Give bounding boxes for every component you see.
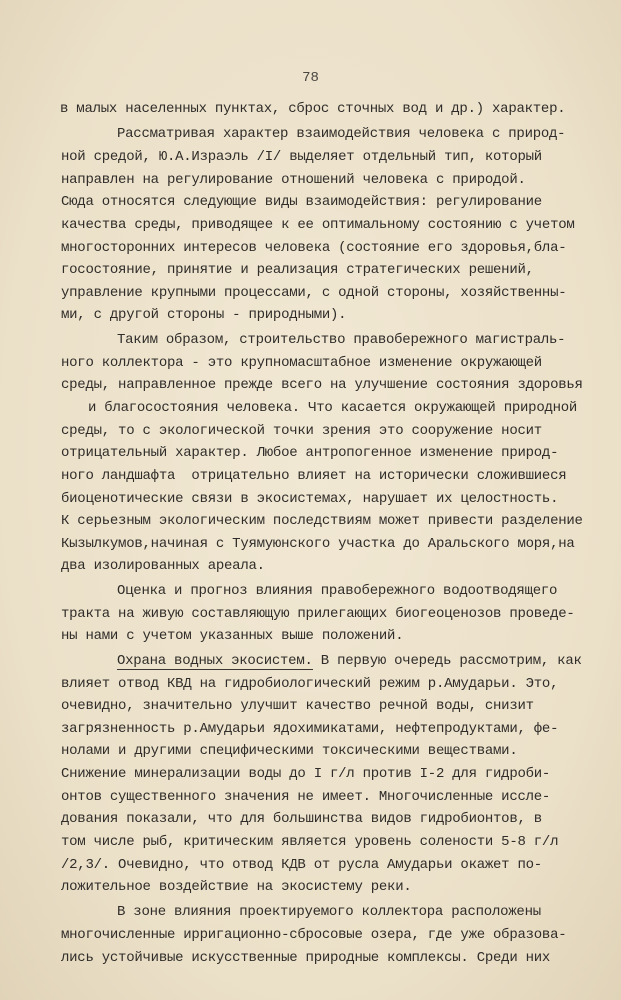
- text-line: Сюда относятся следующие виды взаимодействия: регулирование: [61, 194, 542, 210]
- text-line: ны нами с учетом указанных выше положений.: [61, 628, 404, 644]
- text-line: Снижение минерализации воды до I г/л против I-2 для гидроби-: [61, 766, 551, 782]
- text-line: /2,3/. Очевидно, что отвод КДВ от русла Амударьи окажет по-: [61, 857, 542, 873]
- text-line: Таким образом, строительство правобережного магистраль-: [117, 332, 566, 348]
- text-line: направлен на регулирование отношений человека с природой.: [61, 172, 526, 188]
- text-line: госостояние, принятие и реализация стратегических решений,: [61, 262, 534, 278]
- text-line: К серьезным экологическим последствиям может привести разделение: [61, 513, 583, 529]
- text-line: лись устойчивые искусственные природные комплексы. Среди них: [61, 950, 551, 966]
- text-line: Оценка и прогноз влияния правобережного водоотводящего: [117, 583, 558, 599]
- text-line: управление крупными процессами, с одной стороны, хозяйственны-: [61, 285, 567, 301]
- text-line: [117, 652, 582, 670]
- text-line: Рассматривая характер взаимодействия человека с природ-: [117, 126, 566, 142]
- text-line: В зоне влияния проектируемого коллектора расположены: [117, 904, 541, 920]
- text-line: ложительное воздействие на экосистему реки.: [61, 879, 412, 895]
- text-line: ного ландшафта отрицательно влияет на исторически сложившиеся: [61, 468, 567, 484]
- text-line: в малых населенных пунктах, сброс сточных вод и др.) характер.: [60, 101, 566, 117]
- text-line: дования показали, что для большинства видов гидробионтов, в: [61, 811, 542, 827]
- text-line: ми, с другой стороны - природными).: [61, 307, 347, 323]
- text-line: многосторонних интересов человека (состояние его здоровья,бла-: [61, 240, 567, 256]
- section-heading: Охрана водных экосистем.: [117, 653, 313, 669]
- text-line: очевидно, значительно улучшит качество речной воды, снизит: [61, 698, 534, 714]
- text-line: ного коллектора - это крупномасштабное изменение окружающей: [61, 355, 542, 371]
- text-line: среды, то с экологической точки зрения это сооружение носит: [61, 423, 542, 439]
- text-line: ной средой, Ю.А.Израэль /I/ выделяет отдельный тип, который: [61, 149, 542, 165]
- text-line: онтов существенного значения не имеет. Многочисленные иссле-: [61, 789, 551, 805]
- text-line: среды, направленное прежде всего на улучшение состояния здоровья: [61, 377, 583, 393]
- text-line: Кызылкумов,начиная с Туямуюнского участка до Аральского моря,на: [61, 536, 575, 552]
- text-line: загрязненность р.Амударьи ядохимикатами, нефтепродуктами, фе-: [61, 721, 559, 737]
- page-number: 78: [302, 70, 319, 86]
- text-fragment: В первую очередь рассмотрим, как: [312, 653, 582, 669]
- text-line: два изолированных ареала.: [61, 558, 265, 574]
- text-line: биоценотические связи в экосистемах, нарушает их целостность.: [61, 491, 559, 507]
- text-line: том числе рыб, критическим является уровень солености 5-8 г/л: [61, 834, 559, 850]
- text-line: нолами и другими специфическими токсическими веществами.: [61, 743, 518, 759]
- text-line: качества среды, приводящее к ее оптимальному состоянию с учетом: [61, 217, 575, 233]
- text-line: отрицательный характер. Любое антропогенное изменение природ-: [61, 445, 559, 461]
- text-line: многочисленные ирригационно-сбросовые озера, где уже образова-: [61, 927, 567, 943]
- text-line: и благосостояния человека. Что касается окружающей природной: [88, 400, 578, 416]
- text-line: тракта на живую составляющую прилегающих биогеоценозов проведе-: [61, 606, 575, 622]
- text-line: влияет отвод КВД на гидробиологический режим р.Амударьи. Это,: [61, 676, 559, 692]
